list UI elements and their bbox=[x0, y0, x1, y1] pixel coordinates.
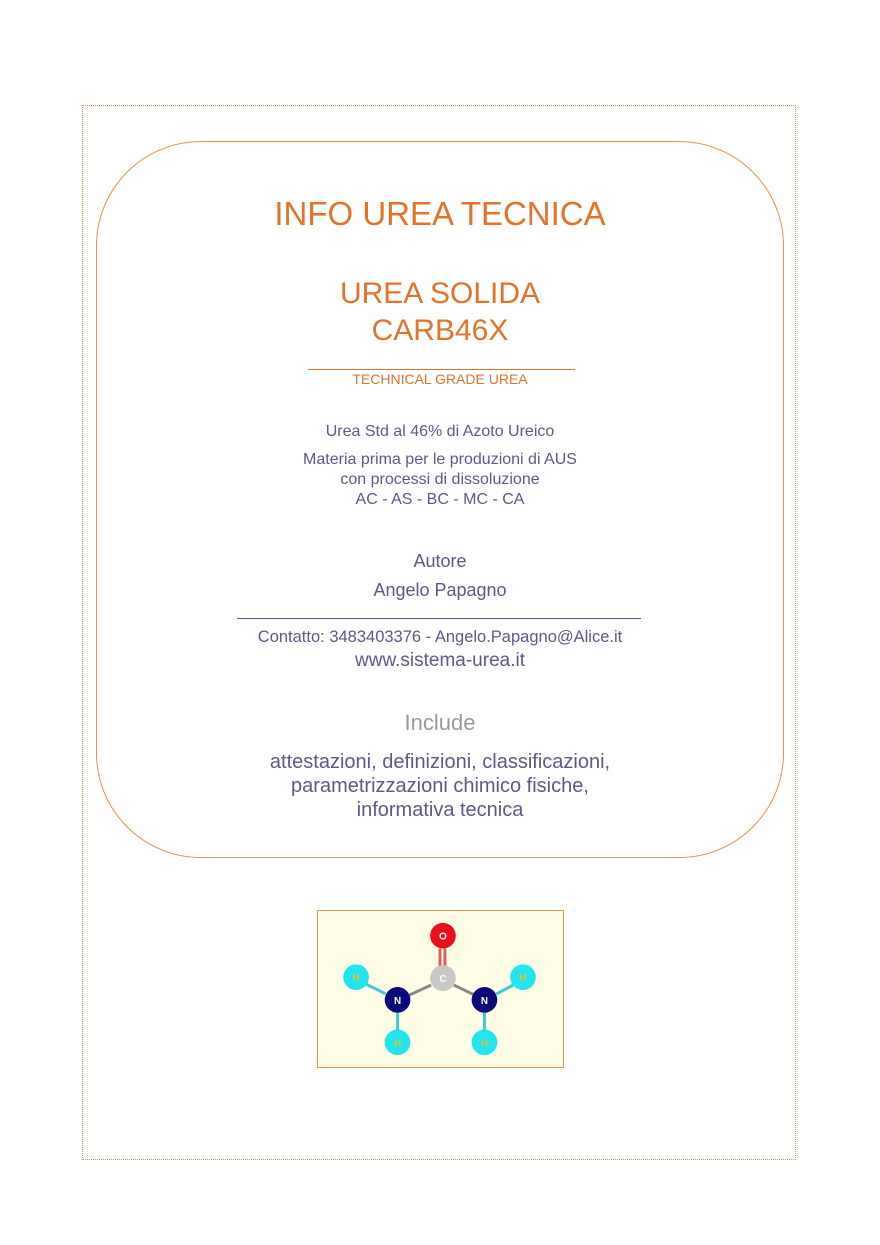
include-line: attestazioni, definizioni, classificazioni, bbox=[269, 751, 611, 773]
subtitle-line-2: CARB46X bbox=[371, 314, 509, 347]
description-line: Urea Std al 46% di Azoto Ureico bbox=[325, 423, 555, 440]
bond-c-n-left bbox=[407, 985, 431, 996]
include-label: Include bbox=[404, 710, 476, 735]
nitrogen-atom-label: N bbox=[480, 995, 488, 1007]
description-line: con processi di dissoluzione bbox=[340, 471, 540, 488]
urea-molecule-diagram bbox=[317, 910, 564, 1068]
urea-molecule-svg bbox=[318, 911, 563, 1067]
divider-slate bbox=[237, 618, 641, 619]
oxygen-atom-label: O bbox=[439, 931, 447, 943]
hydrogen-atom-label: H bbox=[352, 973, 360, 985]
author-label: Autore bbox=[413, 551, 467, 571]
subtitle-line-1: UREA SOLIDA bbox=[339, 277, 541, 310]
carbon-atom-label: C bbox=[439, 974, 447, 986]
description-line: AC - AS - BC - MC - CA bbox=[355, 491, 525, 508]
author-name: Angelo Papagno bbox=[373, 580, 507, 600]
main-title: INFO UREA TECNICA bbox=[274, 195, 606, 232]
description-line: Materia prima per le produzioni di AUS bbox=[303, 451, 577, 468]
bond-n-h-left-top bbox=[364, 983, 386, 994]
hydrogen-atom-label: H bbox=[480, 1038, 488, 1050]
include-line: parametrizzazioni chimico fisiche, bbox=[291, 775, 589, 797]
website-link[interactable]: www.sistema-urea.it bbox=[355, 650, 525, 671]
technical-grade-label: TECHNICAL GRADE UREA bbox=[352, 371, 528, 387]
nitrogen-atom-label: N bbox=[393, 995, 402, 1007]
contact-info: Contatto: 3483403376 - Angelo.Papagno@Alice.it bbox=[257, 628, 623, 646]
hydrogen-atom-label: H bbox=[393, 1038, 402, 1050]
include-line: informativa tecnica bbox=[356, 799, 524, 821]
hydrogen-atom-label: H bbox=[519, 973, 527, 985]
